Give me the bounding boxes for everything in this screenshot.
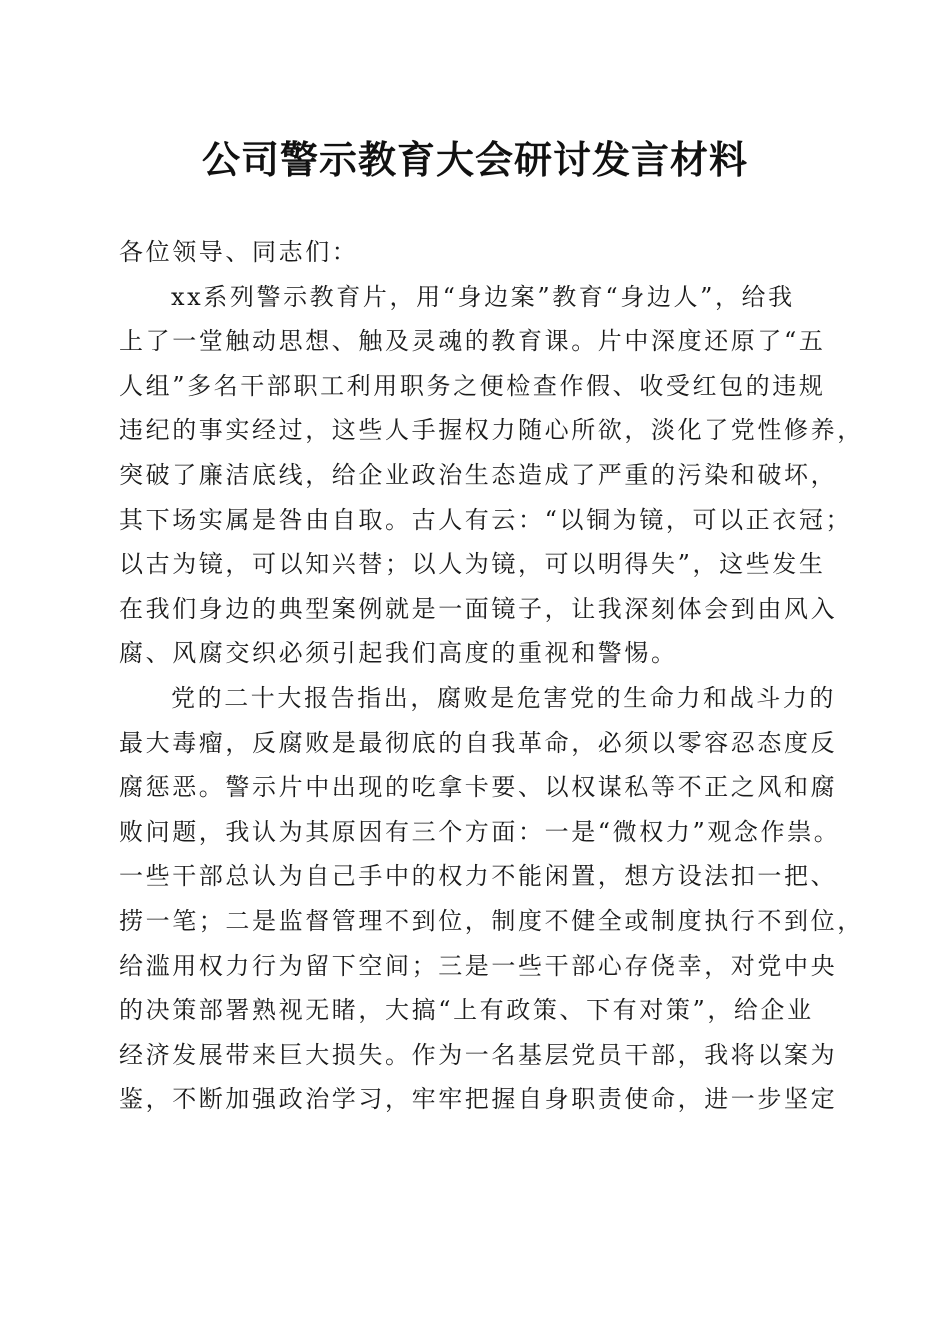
paragraph-line: 其下场实属是咎由自取。古人有云：“以铜为镜，可以正衣冠； xyxy=(119,505,853,534)
paragraph-line: 腐、风腐交织必须引起我们高度的重视和警惕。 xyxy=(119,639,678,668)
paragraph-line: 人组”多名干部职工利用职务之便检查作假、收受红包的违规 xyxy=(119,371,826,400)
paragraph-line: 鉴，不断加强政治学习，牢牢把握自身职责使命，进一步坚定 xyxy=(119,1085,838,1114)
paragraph-line: 败问题，我认为其原因有三个方面：一是“微权力”观念作祟。 xyxy=(119,817,841,846)
paragraph-line: 以古为镜，可以知兴替；以人为镜，可以明得失”，这些发生 xyxy=(119,550,826,579)
paragraph-line: 突破了廉洁底线，给企业政治生态造成了严重的污染和破坏， xyxy=(119,460,838,489)
document-title: 公司警示教育大会研讨发言材料 xyxy=(201,137,748,182)
paragraph-line: 腐惩恶。警示片中出现的吃拿卡要、以权谋私等不正之风和腐 xyxy=(119,773,838,802)
paragraph-line: 违纪的事实经过，这些人手握权力随心所欲，淡化了党性修养， xyxy=(119,416,864,445)
document-body xyxy=(119,230,864,1122)
salutation: 各位领导、同志们： xyxy=(119,238,359,266)
paragraph-line: 给滥用权力行为留下空间；三是一些干部心存侥幸，对党中央 xyxy=(119,951,838,980)
paragraph-line: 经济发展带来巨大损失。作为一名基层党员干部，我将以案为 xyxy=(119,1040,838,1069)
paragraph-line: 在我们身边的典型案例就是一面镜子，让我深刻体会到由风入 xyxy=(119,594,838,623)
paragraph-line: 上了一堂触动思想、触及灵魂的教育课。片中深度还原了“五 xyxy=(119,327,826,356)
paragraph-line: 捞一笔；二是监督管理不到位，制度不健全或制度执行不到位， xyxy=(119,906,864,935)
paragraph-1 xyxy=(119,275,864,676)
paragraph-line: xx系列警示教育片，用“身边案”教育“身边人”，给我 xyxy=(171,282,795,311)
paragraph-line: 党的二十大报告指出，腐败是危害党的生命力和战斗力的 xyxy=(171,683,836,712)
paragraph-line: 的决策部署熟视无睹，大搞“上有政策、下有对策”，给企业 xyxy=(119,996,814,1025)
paragraph-line: 一些干部总认为自己手中的权力不能闲置，想方设法扣一把、 xyxy=(119,862,838,891)
paragraph-2 xyxy=(119,676,864,1122)
paragraph-line: 最大毒瘤，反腐败是最彻底的自我革命，必须以零容忍态度反 xyxy=(119,728,838,757)
